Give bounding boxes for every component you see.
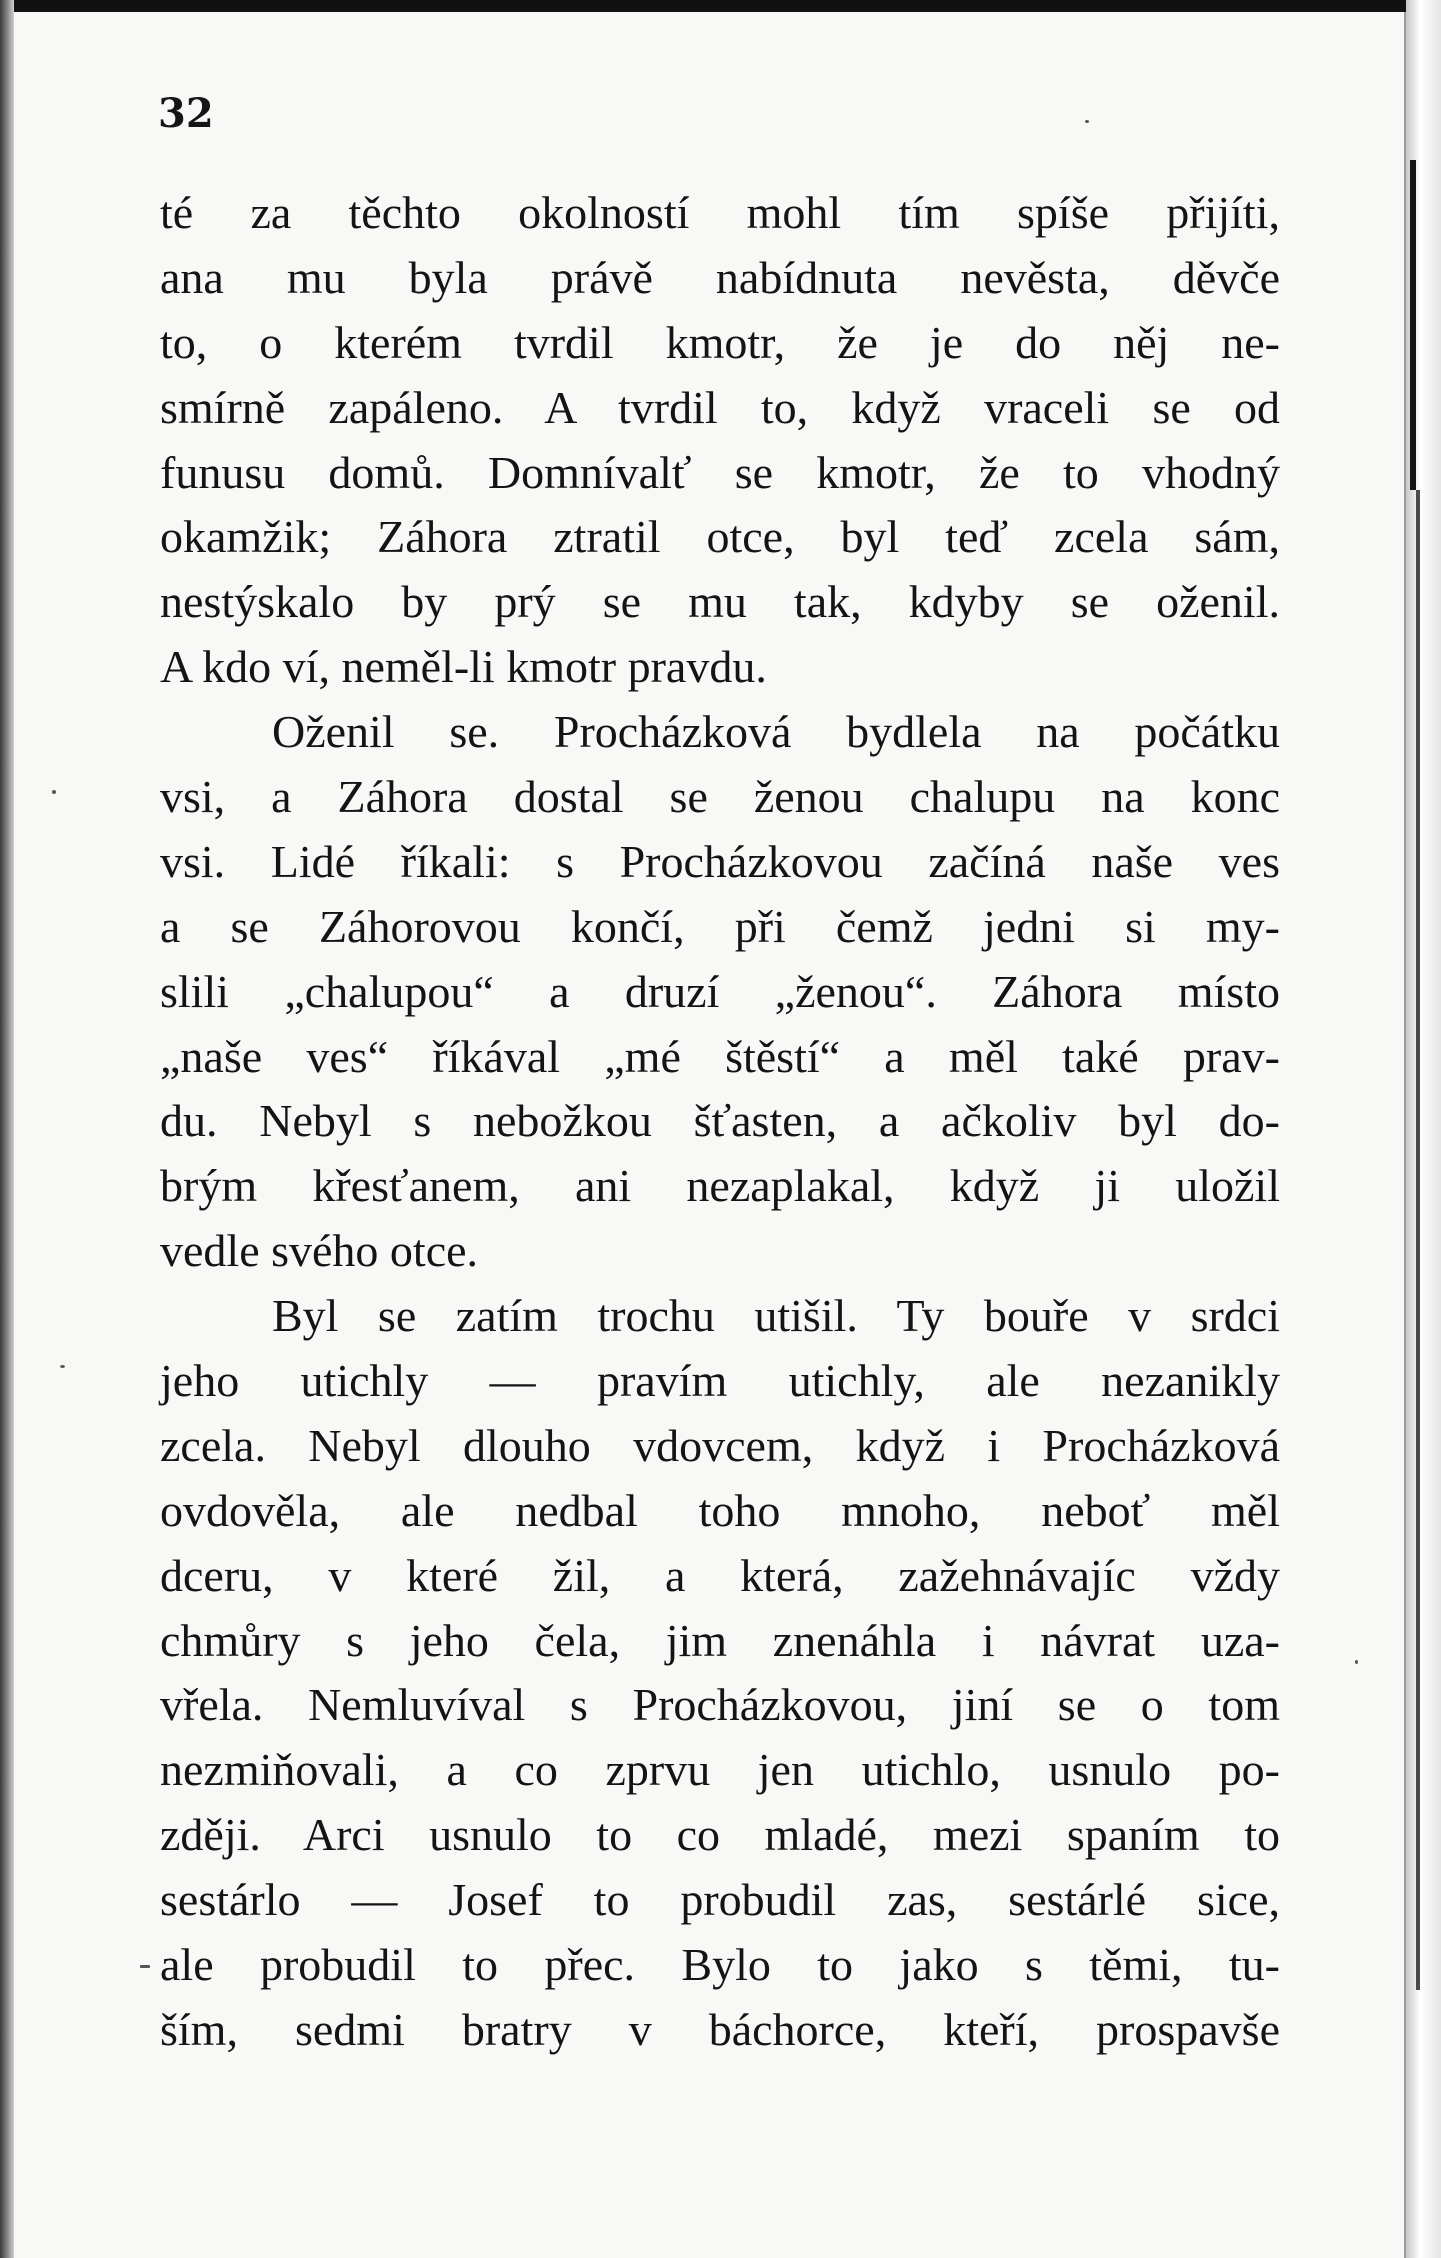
scan-left-edge	[0, 0, 14, 2258]
binding-shadow	[1410, 160, 1416, 490]
text-line: té za těchto okolností mohl tím spíše přijíti,	[160, 187, 1280, 238]
text-line: ana mu byla právě nabídnuta nevěsta, děvče	[160, 251, 1280, 303]
text-line: slili „chalupou“ a druzí „ženou“. Záhora místo	[160, 965, 1280, 1017]
text-line: nestýskalo by prý se mu tak, kdyby se oženil.	[160, 576, 1280, 628]
text-line: A kdo ví, neměl-li kmotr pravdu.	[160, 641, 767, 693]
ink-speck	[1085, 120, 1089, 123]
text-line: a se Záhorovou končí, při čemž jedni si my-	[160, 900, 1280, 952]
ink-speck	[140, 1965, 150, 1968]
text-line: dceru, v které žil, a která, zažehnávajíc vždy	[160, 1549, 1280, 1601]
text-line: vedle svého otce.	[160, 1225, 479, 1277]
scan-top-edge	[0, 0, 1441, 12]
text-line: jeho utichly — pravím utichly, ale nezanikly	[160, 1355, 1280, 1407]
ink-speck	[60, 1365, 65, 1368]
text-line: ovdověla, ale nedbal toho mnoho, neboť měl	[160, 1484, 1280, 1536]
text-line: funusu domů. Domnívalť se kmotr, že to vhodný	[160, 446, 1280, 498]
text-line: brým křesťanem, ani nezaplakal, když ji uložil	[160, 1160, 1280, 1212]
page-number: 32	[158, 90, 214, 137]
text-line: vsi. Lidé říkali: s Procházkovou začíná naše ves	[160, 835, 1280, 887]
text-line: okamžik; Záhora ztratil otce, byl teď zcela sám,	[160, 511, 1280, 563]
text-line: Byl se zatím trochu utišil. Ty bouře v srdci	[272, 1290, 1280, 1342]
ink-speck	[1355, 1660, 1358, 1664]
text-line: to, o kterém tvrdil kmotr, že je do něj ne-	[160, 316, 1280, 368]
text-line: vsi, a Záhora dostal se ženou chalupu na konc	[160, 771, 1280, 823]
binding-shadow-lower	[1416, 490, 1420, 1990]
text-line: sestárlo — Josef to probudil zas, sestárlé sice,	[160, 1874, 1280, 1926]
text-line: zději. Arci usnulo to co mladé, mezi spaním to	[160, 1809, 1280, 1861]
text-line: smírně zapáleno. A tvrdil to, když vraceli se od	[160, 381, 1280, 433]
text-line: chmůry s jeho čela, jim znenáhla i návrat uza-	[160, 1614, 1280, 1666]
ink-speck	[52, 790, 56, 794]
text-line: ším, sedmi bratry v báchorce, kteří, prospavše	[160, 2003, 1280, 2055]
text-line: ale probudil to přec. Bylo to jako s těmi, tu-	[160, 1939, 1280, 1991]
text-line: vřela. Nemluvíval s Procházkovou, jiní se o tom	[160, 1679, 1280, 1731]
text-line: Oženil se. Procházková bydlela na počátku	[272, 706, 1280, 758]
text-line: „naše ves“ říkával „mé štěstí“ a měl také prav-	[160, 1030, 1280, 1082]
text-line: zcela. Nebyl dlouho vdovcem, když i Procházková	[160, 1419, 1280, 1471]
text-line: du. Nebyl s nebožkou šťasten, a ačkoliv byl do-	[160, 1095, 1280, 1147]
text-line: nezmiňovali, a co zprvu jen utichlo, usnulo po-	[160, 1744, 1280, 1796]
body-text	[160, 181, 1280, 2063]
